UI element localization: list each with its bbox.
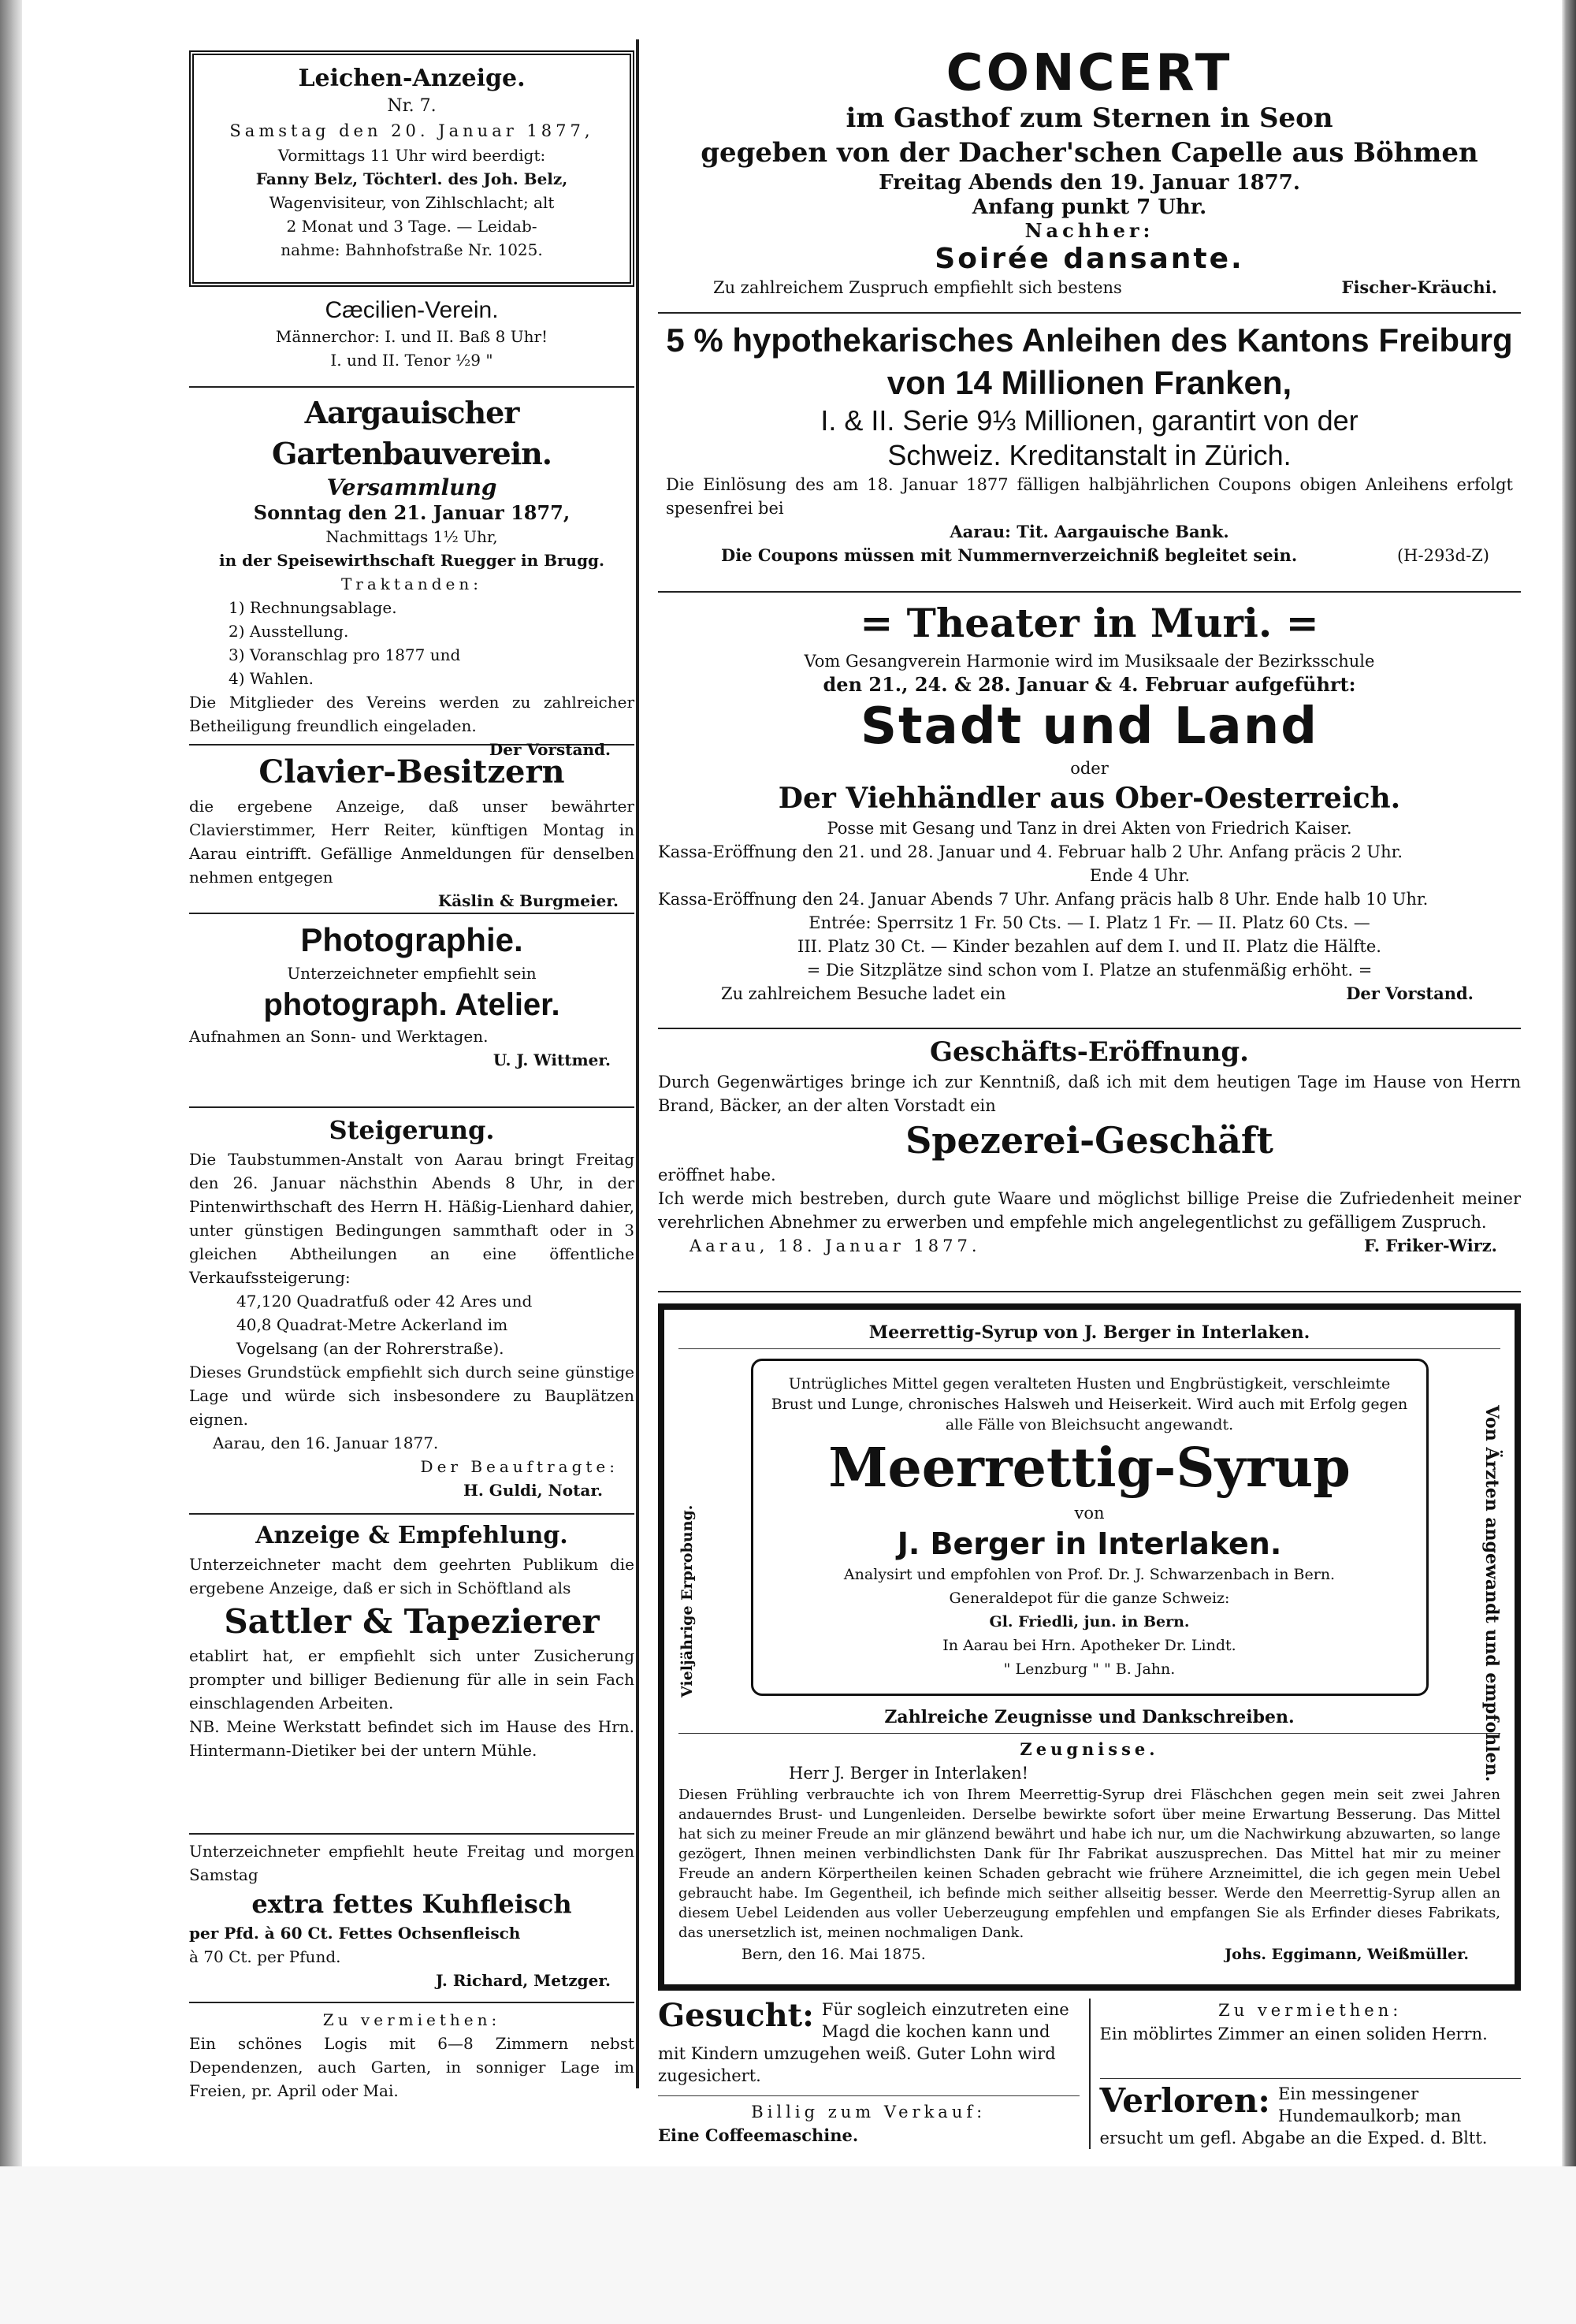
auction-agent: Der Beauftragte: — [420, 1457, 619, 1476]
syrup-testimony-title: Zeugnisse. — [1020, 1739, 1159, 1759]
clavier-title: Clavier-Besitzern — [258, 753, 565, 790]
lost-ad — [1100, 2083, 1522, 2149]
meat-line: per Pfd. à 60 Ct. Fettes Ochsenfleisch — [189, 1924, 521, 1943]
concert-footer — [658, 276, 1521, 299]
photo-title: Photographie. — [300, 921, 523, 958]
auction-ad — [189, 1113, 634, 1508]
shop-signature: F. Friker-Wirz. — [1363, 1236, 1497, 1255]
theater-genre: Posse mit Gesang und Tanz in drei Akten von Friedrich Kaiser. — [827, 819, 1352, 838]
auction-date: Aarau, den 16. Januar 1877. — [213, 1433, 439, 1452]
lost-title: Verloren: — [1099, 2081, 1270, 2120]
meat-headline: extra fettes Kuhfleisch — [251, 1889, 572, 1919]
auction-text: Die Taubstummen-Anstalt von Aarau bringt Freitag den 26. Januar nächsthin Abends 8 Uhr, in der Pintenwirthschaft des Herrn H. Häßig-Lienhard dahier, unter günstigen Bedingungen sammthaft oder in 3 gleichen Abtheilungen an eine öffentliche Verkaufssteigerung: — [189, 1150, 634, 1287]
theater-ad — [658, 597, 1521, 1023]
syrup-header: Meerrettig-Syrup von J. Berger in Interlaken. — [868, 1322, 1310, 1343]
separator — [1100, 2078, 1522, 2079]
room-title: Zu vermiethen: — [1218, 2001, 1403, 2020]
separator — [189, 913, 634, 914]
syrup-product: Meerrettig-Syrup — [828, 1437, 1351, 1500]
death-notice-number: Nr. 7. — [387, 96, 437, 116]
left-column — [189, 39, 634, 2103]
loan-note: Die Coupons müssen mit Nummernverzeichniß begleitet sein. — [721, 545, 1298, 565]
clavier-text: die ergebene Anzeige, daß unser bewährter Clavierstimmer, Herr Reiter, künftigen Montag in Aarau eintrifft. Gefällige Anmeldungen für denselben nehmen entgegen — [189, 797, 634, 887]
photo-intro: Unterzeichneter empfiehlt sein — [287, 964, 537, 983]
loan-ref: (H-293d-Z) — [1396, 546, 1489, 565]
sattler-title: Anzeige & Empfehlung. — [255, 1522, 568, 1549]
photo-headline: photograph. Atelier. — [263, 987, 560, 1022]
separator — [189, 386, 634, 388]
syrup-analysed: Analysirt und empfohlen von Prof. Dr. J. Schwarzenbach in Bern. — [843, 1566, 1336, 1583]
scan-edge-left — [0, 0, 22, 2324]
loan-line: Schweiz. Kreditanstalt in Zürich. — [887, 439, 1292, 471]
garden-closing: Die Mitglieder des Vereins werden zu zahlreicher Betheiligung freundlich eingeladen. — [189, 693, 634, 735]
loan-text: Die Einlösung des am 18. Januar 1877 fälligen halbjährlichen Coupons obigen Anleihens erfolgt spesenfrei bei — [666, 475, 1513, 518]
theater-row: Kassa-Eröffnung den 21. und 28. Januar und 4. Februar halb 2 Uhr. Anfang präcis 2 Uhr. — [658, 842, 1403, 861]
clavier-ad — [189, 750, 634, 908]
room-ad — [1100, 1999, 1522, 2074]
separator — [189, 1513, 634, 1515]
shop-text: Durch Gegenwärtiges bringe ich zur Kenntniß, daß ich mit dem heutigen Tage im Hause von Herrn Brand, Bäcker, an der alten Vorstadt ein — [658, 1073, 1521, 1115]
concert-title: CONCERT — [946, 44, 1233, 102]
clavier-signature: Käslin & Burgmeier. — [437, 891, 619, 910]
theater-play: Stadt und Land — [860, 697, 1319, 756]
garden-date: Sonntag den 21. Januar 1877, — [253, 501, 571, 524]
coffee-text: Eine Coffeemaschine. — [658, 2125, 859, 2145]
coffee-title: Billig zum Verkauf: — [751, 2103, 987, 2121]
theater-oder: oder — [1070, 759, 1109, 778]
separator — [658, 1291, 1521, 1292]
caecilien-ad — [189, 296, 634, 381]
syrup-testimony: Diesen Frühling verbrauchte ich von Ihrem Meerrettig-Syrup drei Fläschchen gegen mein seit zwei Jahren andauerndes Brust- und Lungenleiden. Derselbe bewirkte sofort über meine Erwartung Besserung. Das Mittel hat sich zu meiner Freude an mir glänzend bewährt und habe ich nur, um die Nachwirkung abzuwarten, so lange gezögert, Ihnen meinen verbindlichsten Dank für Ihr Fabrikat auszusprechen. Das Mittel hat mir zu meiner Freude an andern Körpertheilen keinen Schaden gebracht wie frühere Arzneimittel, die ich gegen mein Uebel gebraucht habe. Im Gegentheil, ich befinde mich seither allseitig besser. Werde den Meerrettig-Syrup allen an diesem Uebel Leidenden aus voller Ueberzeugung empfehlen und empfangen Sie als Erfinder dieses Fabrikats, das unersetzlich ist, meinen nochmaligen Dank. — [678, 1787, 1500, 1941]
theater-line: Vom Gesangverein Harmonie wird im Musiksaale der Bezirksschule — [804, 652, 1375, 671]
garden-agenda-title: Traktanden: — [340, 574, 483, 593]
garden-subtitle: Versammlung — [326, 474, 497, 500]
death-notice-line: 2 Monat und 3 Tage. — Leidab- — [286, 217, 537, 236]
photo-signature: U. J. Wittmer. — [492, 1050, 611, 1069]
concert-line: Freitag Abends den 19. Januar 1877. — [879, 171, 1300, 195]
garden-title: Aargauischer Gartenbauverein. — [271, 395, 552, 471]
caecilien-title: Cæcilien-Verein. — [325, 297, 499, 323]
meat-line: à 70 Ct. per Pfund. — [189, 1947, 341, 1966]
theater-signature: Der Vorstand. — [1346, 984, 1474, 1003]
theater-footer — [658, 982, 1521, 1006]
syrup-footer: Zahlreiche Zeugnisse und Dankschreiben. — [884, 1707, 1295, 1727]
theater-subtitle: Der Viehhändler aus Ober-Oesterreich. — [778, 782, 1401, 815]
concert-line: Nachher: — [1024, 219, 1154, 242]
loan-title: 5 % hypothekarisches Anleihen des Kantons Freiburg — [666, 322, 1513, 359]
syrup-side-left: Vieljährige Erprobung. — [678, 1504, 696, 1698]
loan-footer — [658, 544, 1521, 567]
sattler-note: NB. Meine Werkstatt befindet sich im Hause des Hrn. Hintermann-Dietiker bei der untern Mühle. — [189, 1717, 634, 1760]
separator — [678, 1348, 1500, 1349]
death-notice-line: Samstag den 20. Januar 1877, — [229, 121, 594, 140]
syrup-aarau: In Aarau bei Hrn. Apotheker Dr. Lindt. — [942, 1637, 1236, 1654]
separator — [658, 1028, 1521, 1029]
death-notice — [189, 50, 634, 287]
wanted-body: Für sogleich einzutreten eine Magd die kochen kann und mit Kindern umzugehen weiß. Guter Lohn wird zugesichert. — [658, 2000, 1069, 2085]
separator — [658, 312, 1521, 314]
auction-line: 40,8 Quadrat-Metre Ackerland im — [236, 1315, 508, 1334]
small-ads-left — [658, 1999, 1091, 2149]
shop-date: Aarau, 18. Januar 1877. — [690, 1236, 981, 1255]
shop-footer — [658, 1234, 1521, 1258]
theater-title: = Theater in Muri. = — [860, 600, 1319, 646]
auction-line: 47,120 Quadratfuß oder 42 Ares und — [236, 1292, 533, 1311]
shop-opened: eröffnet habe. — [658, 1166, 776, 1184]
scan-edge-right — [1562, 0, 1576, 2324]
syrup-intro: Untrügliches Mittel gegen veralteten Husten und Engbrüstigkeit, verschleimte Brust und Lunge, chronisches Halsweh und Heiserkeit. Wird auch mit Erfolg gegen alle Fälle von Bleichsucht angewandt. — [771, 1375, 1408, 1433]
photo-ad — [189, 919, 634, 1102]
garden-signature: Der Vorstand. — [489, 740, 611, 759]
meat-signature: J. Richard, Metzger. — [435, 1971, 611, 1990]
concert-signature: Fischer-Kräuchi. — [1341, 277, 1497, 297]
syrup-side-right: Von Ärzten angewandt und empfohlen. — [1481, 1404, 1502, 1783]
separator — [678, 1733, 1500, 1734]
syrup-depot: Generaldepot für die ganze Schweiz: — [949, 1590, 1230, 1607]
small-ads-row — [658, 1999, 1521, 2149]
sattler-headline: Sattler & Tapezierer — [224, 1602, 600, 1641]
syrup-ad — [658, 1303, 1521, 1991]
concert-line: Soirée dansante. — [935, 243, 1244, 275]
separator — [189, 1106, 634, 1108]
separator — [189, 2002, 634, 2003]
auction-line: Vogelsang (an der Rohrerstraße). — [236, 1339, 504, 1358]
theater-line: den 21., 24. & 28. Januar & 4. Februar aufgeführt: — [823, 673, 1356, 696]
loan-title2: von 14 Millionen Franken, — [886, 364, 1292, 401]
separator — [658, 2095, 1080, 2096]
loan-ad — [658, 318, 1521, 586]
newspaper-page — [189, 39, 1521, 2147]
agenda-item: 3) Voranschlag pro 1877 und — [229, 645, 461, 664]
death-notice-line: nahme: Bahnhofstraße Nr. 1025. — [281, 240, 543, 259]
scan-bottom-margin — [0, 2166, 1576, 2324]
caecilien-line: Männerchor: I. und II. Baß 8 Uhr! — [275, 327, 548, 346]
syrup-testimony-to: Herr J. Berger in Interlaken! — [789, 1764, 1029, 1783]
theater-row: = Die Sitzplätze sind schon vom I. Platze an stufenmäßig erhöht. = — [806, 961, 1373, 980]
death-notice-line: Fanny Belz, Töchterl. des Joh. Belz, — [255, 169, 568, 188]
separator — [658, 591, 1521, 593]
syrup-testimony-signature: Johs. Eggimann, Weißmüller. — [1225, 1946, 1469, 1963]
syrup-maker: J. Berger in Interlaken. — [897, 1526, 1282, 1561]
death-notice-line: Vormittags 11 Uhr wird beerdigt: — [277, 146, 546, 165]
concert-line: im Gasthof zum Sternen in Seon — [846, 102, 1333, 134]
agenda-item: 1) Rechnungsablage. — [229, 598, 397, 617]
auction-signature: H. Guldi, Notar. — [463, 1481, 603, 1500]
theater-row: Ende 4 Uhr. — [1089, 866, 1190, 885]
death-notice-title: Leichen-Anzeige. — [298, 65, 526, 92]
auction-text2: Dieses Grundstück empfiehlt sich durch seine günstige Lage und würde sich insbesondere zu Bauplätzen eignen. — [189, 1363, 634, 1429]
theater-row: Kassa-Eröffnung den 24. Januar Abends 7 Uhr. Anfang präcis halb 8 Uhr. Ende halb 10 Uhr. — [658, 890, 1429, 909]
meat-ad — [189, 1839, 634, 1997]
garden-agenda — [189, 596, 634, 690]
meat-intro: Unterzeichneter empfiehlt heute Freitag und morgen Samstag — [189, 1842, 634, 1884]
syrup-von: von — [1074, 1504, 1105, 1523]
theater-row: III. Platz 30 Ct. — Kinder bezahlen auf dem I. und II. Platz die Hälfte. — [797, 937, 1381, 956]
syrup-testimony-footer — [678, 1943, 1500, 1966]
death-notice-line: Wagenvisiteur, von Zihlschlacht; alt — [269, 193, 555, 212]
rent-text: Ein schönes Logis mit 6—8 Zimmern nebst Dependenzen, auch Garten, in sonniger Lage im Freien, pr. April oder Mai. — [189, 2034, 634, 2100]
caecilien-line: I. und II. Tenor ½9 " — [330, 351, 493, 370]
syrup-lenzburg: " Lenzburg " " B. Jahn. — [1003, 1660, 1176, 1678]
shop-ad — [658, 1034, 1521, 1286]
concert-line: gegeben von der Dacher'schen Capelle aus Böhmen — [701, 137, 1478, 169]
concert-line: Anfang punkt 7 Uhr. — [972, 195, 1207, 219]
loan-bank: Aarau: Tit. Aargauische Bank. — [950, 522, 1229, 541]
wanted-text — [658, 1999, 1080, 2087]
lost-text: Ein messingener Hundemaulkorb; man ersucht um gefl. Abgabe an die Exped. d. Bltt. — [1099, 2084, 1488, 2147]
agenda-item: 4) Wahlen. — [229, 669, 314, 688]
concert-ad — [658, 46, 1521, 307]
sattler-ad — [189, 1519, 634, 1828]
small-ads-right — [1091, 1999, 1522, 2149]
sattler-intro: Unterzeichneter macht dem geehrten Publikum die ergebene Anzeige, daß er sich in Schöftland als — [189, 1555, 634, 1597]
garden-place: in der Speisewirthschaft Ruegger in Brugg. — [218, 551, 604, 570]
auction-title: Steigerung. — [329, 1115, 495, 1145]
room-text: Ein möblirtes Zimmer an einen soliden Herrn. — [1099, 2025, 1488, 2043]
photo-text: Aufnahmen an Sonn- und Werktagen. — [189, 1027, 489, 1046]
theater-row: Entrée: Sperrsitz 1 Fr. 50 Cts. — I. Platz 1 Fr. — II. Platz 60 Cts. — — [808, 913, 1370, 932]
wanted-title: Gesucht: — [658, 1997, 814, 2034]
column-divider — [636, 39, 639, 2088]
agenda-item: 2) Ausstellung. — [229, 622, 349, 641]
rent-ad — [189, 2008, 634, 2103]
syrup-inner-box — [751, 1359, 1429, 1696]
rent-title: Zu vermiethen: — [322, 2010, 501, 2029]
right-column — [658, 39, 1521, 2149]
garden-ad — [189, 392, 634, 759]
shop-title: Geschäfts-Eröffnung. — [929, 1036, 1250, 1068]
loan-line: I. & II. Serie 9⅓ Millionen, garantirt von der — [820, 404, 1359, 437]
separator — [189, 1833, 634, 1835]
theater-footer-text: Zu zahlreichem Besuche ladet ein — [721, 984, 1006, 1003]
garden-time: Nachmittags 1½ Uhr, — [325, 527, 498, 546]
shop-text2: Ich werde mich bestreben, durch gute Waare und möglichst billige Preise die Zufriedenheit meiner verehrlichen Abnehmer zu erwerben und empfehle mich angelegentlichst zu gefälligem Zuspruch. — [658, 1189, 1521, 1232]
wanted-ad — [658, 1999, 1080, 2092]
concert-footer-text: Zu zahlreichem Zuspruch empfiehlt sich bestens — [713, 278, 1122, 297]
shop-headline: Spezerei-Geschäft — [905, 1119, 1273, 1162]
syrup-depot2: Gl. Friedli, jun. in Bern. — [989, 1613, 1190, 1631]
syrup-testimony-date: Bern, den 16. Mai 1875. — [742, 1946, 926, 1963]
sattler-text: etablirt hat, er empfiehlt sich unter Zusicherung prompter und billiger Bedienung für alle in sein Fach einschlagenden Arbeiten. — [189, 1646, 634, 1712]
